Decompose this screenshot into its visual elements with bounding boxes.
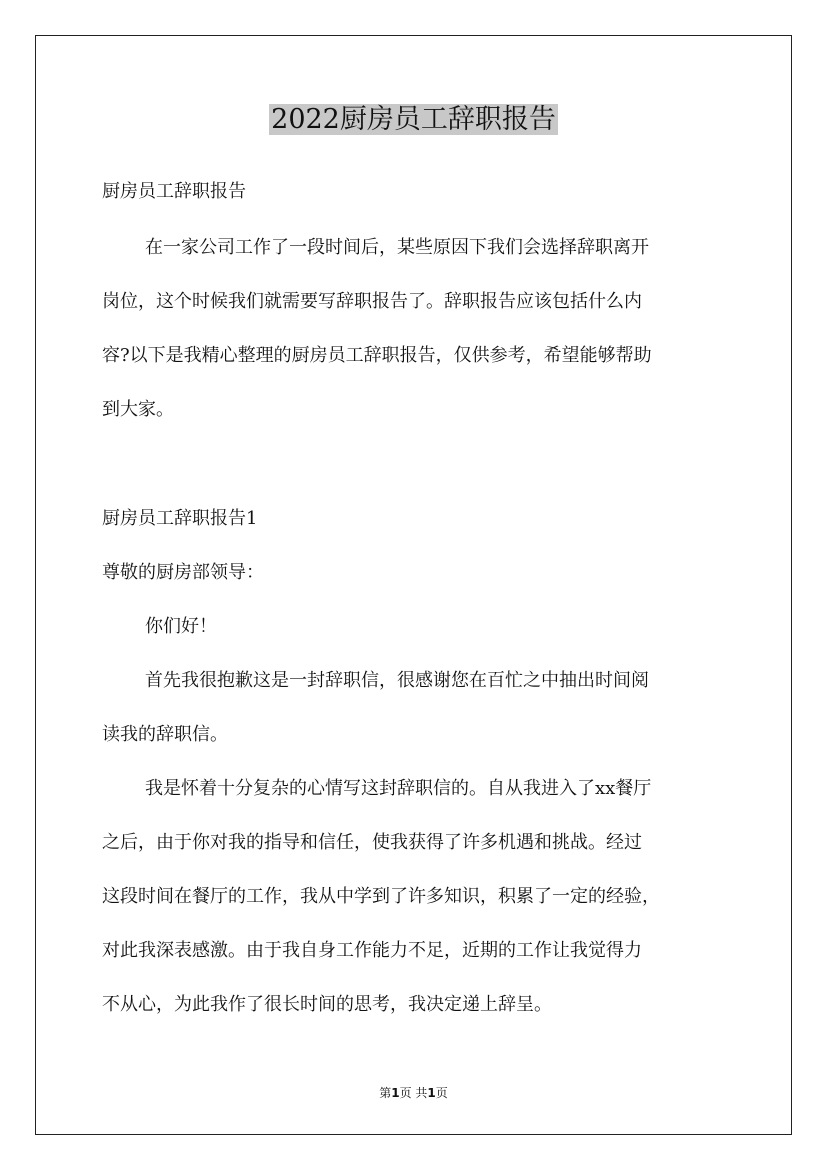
intro-line-3: 容?以下是我精心整理的厨房员工辞职报告，仅供参考，希望能够帮助 <box>102 345 652 366</box>
section-heading: 厨房员工辞职报告 <box>102 181 246 202</box>
document-title-text: 2022厨房员工辞职报告 <box>271 104 556 135</box>
body-line-3: 我是怀着十分复杂的心情写这封辞职信的。自从我进入了xx餐厅 <box>145 778 652 799</box>
footer-mid: 页 共 <box>399 1086 428 1100</box>
body-line-5: 这段时间在餐厅的工作，我从中学到了许多知识，积累了一定的经验， <box>102 886 660 907</box>
letter-heading: 厨房员工辞职报告1 <box>102 508 258 529</box>
body-line-2: 读我的辞职信。 <box>102 724 228 745</box>
greeting: 你们好！ <box>145 616 217 637</box>
body-line-1: 首先我很抱歉这是一封辞职信，很感谢您在百忙之中抽出时间阅 <box>145 670 649 691</box>
footer-suffix: 页 <box>435 1086 448 1100</box>
intro-line-2: 岗位，这个时候我们就需要写辞职报告了。辞职报告应该包括什么内 <box>102 291 642 312</box>
total-page-number: 1 <box>427 1086 436 1100</box>
page-footer <box>0 1085 827 1101</box>
body-line-7: 不从心，为此我作了很长时间的思考，我决定递上辞呈。 <box>102 994 552 1015</box>
intro-line-4: 到大家。 <box>102 399 174 420</box>
current-page-number: 1 <box>391 1086 400 1100</box>
body-line-6: 对此我深表感激。由于我自身工作能力不足，近期的工作让我觉得力 <box>102 940 642 961</box>
body-line-4: 之后，由于你对我的指导和信任，使我获得了许多机遇和挑战。经过 <box>102 832 642 853</box>
footer-prefix: 第 <box>379 1086 392 1100</box>
intro-line-1: 在一家公司工作了一段时间后，某些原因下我们会选择辞职离开 <box>145 237 649 258</box>
salutation: 尊敬的厨房部领导： <box>102 562 264 583</box>
document-title <box>0 100 827 140</box>
